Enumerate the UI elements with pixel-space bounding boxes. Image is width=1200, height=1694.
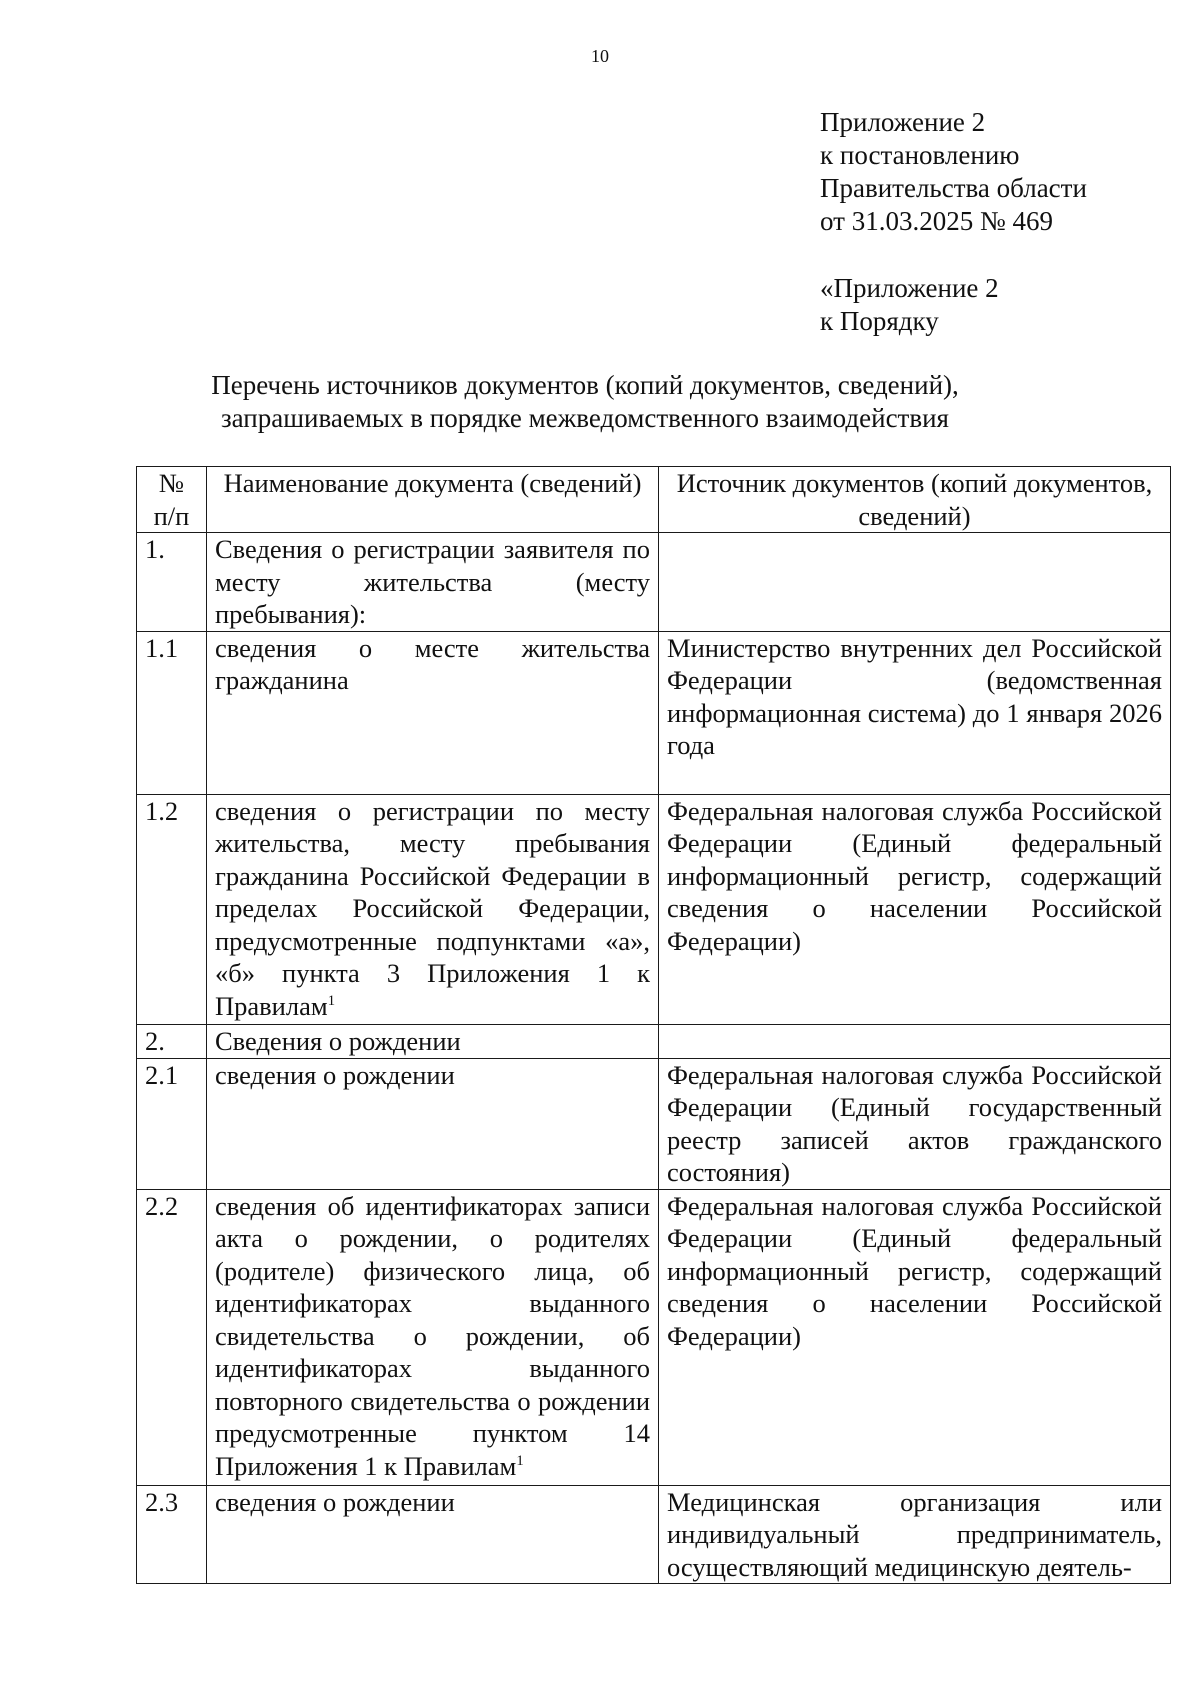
row-name-text: сведения об идентификаторах записи акта о рождении, о родителях (родителе) физического лица, об идентификаторах выданного свидетельства о рождении, об идентификаторах выданного повторного свидетельства о рождении предусмотренные пунктом 14 Приложения 1 к Правилам: [215, 1190, 650, 1481]
row-name: [207, 1189, 659, 1485]
table-row: [137, 631, 1171, 794]
title-line: запрашиваемых в порядке межведомственного взаимодействия: [221, 403, 949, 433]
title-line: Перечень источников документов (копий документов, сведений),: [211, 370, 959, 400]
row-name: сведения о месте жительства гражданина: [207, 631, 659, 794]
table-row: [137, 533, 1171, 632]
row-name: Сведения о регистрации заявителя по месту жительства (месту пребывания):: [207, 533, 659, 632]
row-num: 2.: [137, 1024, 207, 1058]
row-name: [207, 794, 659, 1024]
attachment-line: Правительства области: [820, 173, 1087, 203]
row-name: Сведения о рождении: [207, 1024, 659, 1058]
table-row: [137, 794, 1171, 1024]
sources-table: [136, 466, 1171, 1584]
row-num: 2.1: [137, 1058, 207, 1189]
row-num: 2.2: [137, 1189, 207, 1485]
table-row: [137, 1485, 1171, 1584]
row-source: Министерство внутренних дел Российской Федерации (ведомственная информационная система) до 1 января 2026 года: [659, 631, 1171, 794]
row-source: [659, 1024, 1171, 1058]
header-name: Наименование документа (сведений): [207, 467, 659, 533]
table-row: [137, 1189, 1171, 1485]
table-row: [137, 1024, 1171, 1058]
table-row: [137, 1058, 1171, 1189]
page-number: 10: [591, 46, 609, 66]
row-num: 1.1: [137, 631, 207, 794]
attachment-line: Приложение 2: [820, 107, 986, 137]
attachment-line: к постановлению: [820, 140, 1020, 170]
table-header-row: [137, 467, 1171, 533]
document-title: [120, 369, 1050, 435]
footnote-mark: 1: [516, 1452, 524, 1469]
row-source: Федеральная налоговая служба Российской Федерации (Единый государственный реестр записей актов гражданского состояния): [659, 1058, 1171, 1189]
row-source: Федеральная налоговая служба Российской Федерации (Единый федеральный информационный регистр, содержащий сведения о населении Российской Федерации): [659, 794, 1171, 1024]
attachment-quote-line: «Приложение 2: [820, 273, 999, 303]
header-source: Источник документов (копий документов, сведений): [659, 467, 1171, 533]
attachment-quote-block: [820, 272, 999, 338]
footnote-mark: 1: [327, 992, 336, 1009]
row-source: [659, 533, 1171, 632]
row-name-text: сведения о регистрации по месту жительства, месту пребывания гражданина Российской Федерации в пределах Российской Федерации, предусмотренные подпунктами «а», «б» пункта 3 Приложения 1 к Правилам: [215, 795, 650, 1021]
row-name: сведения о рождении: [207, 1485, 659, 1584]
row-source: Федеральная налоговая служба Российской Федерации (Единый федеральный информационный регистр, содержащий сведения о населении Российской Федерации): [659, 1189, 1171, 1485]
attachment-line: от 31.03.2025 № 469: [820, 206, 1053, 236]
attachment-quote-line: к Порядку: [820, 306, 939, 336]
header-num: № п/п: [137, 467, 207, 533]
row-num: 1.: [137, 533, 207, 632]
row-name: сведения о рождении: [207, 1058, 659, 1189]
row-num: 2.3: [137, 1485, 207, 1584]
row-num: 1.2: [137, 794, 207, 1024]
row-source: Медицинская организация или индивидуальный предприниматель, осуществляющий медицинскую деятель-: [659, 1485, 1171, 1584]
attachment-block: [820, 106, 1087, 238]
